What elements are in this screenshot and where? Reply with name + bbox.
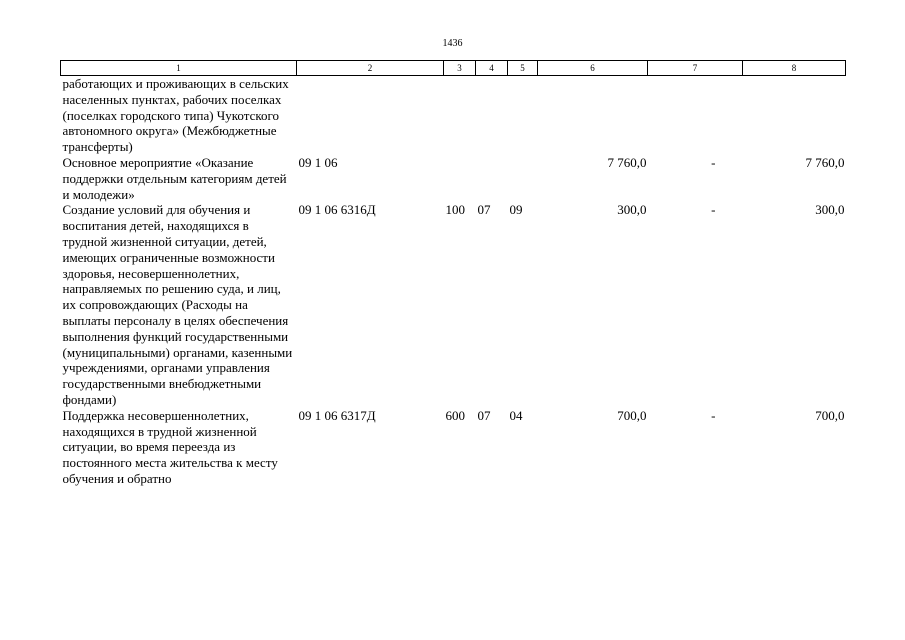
row-code: 09 1 06 6317Д (298, 407, 376, 423)
row-col3 (444, 76, 476, 155)
column-header-5: 5 (508, 61, 538, 76)
row-col7 (648, 76, 743, 155)
row-col8 (743, 76, 846, 155)
row-code (297, 76, 444, 155)
row-col4 (476, 76, 508, 155)
row-col6: 7 760,0 (607, 154, 647, 170)
row-col5 (508, 76, 538, 155)
row-code: 09 1 06 (298, 154, 338, 170)
row-col8: 700,0 (815, 407, 845, 423)
row-description: Поддержка несовершеннолетних, находящихся в трудной жизненной ситуации, во время переезда из постоянного места жительства к месту обучения и обратно (62, 407, 278, 486)
column-header-7: 7 (648, 61, 743, 76)
row-col4: 07 (477, 407, 491, 423)
column-header-6: 6 (538, 61, 648, 76)
row-col6: 300,0 (617, 202, 647, 218)
row-col7: - (711, 202, 716, 218)
row-col8: 7 760,0 (805, 154, 845, 170)
row-description: работающих и проживающих в сельских населенных пунктах, рабочих поселках (поселках городского типа) Чукотского автономного округа» (Межбюджетные трансферты) (62, 76, 289, 155)
row-col3 (444, 155, 476, 202)
table-row (61, 76, 846, 155)
row-col5: 04 (509, 407, 523, 423)
row-col4: 07 (477, 202, 491, 218)
column-header-3: 3 (444, 61, 476, 76)
row-col5: 09 (509, 202, 523, 218)
table-row (61, 202, 846, 407)
row-col3: 600 (445, 407, 465, 423)
column-header-4: 4 (476, 61, 508, 76)
table-header-row (61, 61, 846, 76)
column-header-2: 2 (297, 61, 444, 76)
row-col4 (476, 155, 508, 202)
column-header-1: 1 (61, 61, 297, 76)
table-row (61, 155, 846, 202)
row-code: 09 1 06 6316Д (298, 202, 376, 218)
row-col8: 300,0 (815, 202, 845, 218)
row-col6 (538, 76, 648, 155)
budget-table (60, 60, 846, 487)
row-col3: 100 (445, 202, 465, 218)
column-header-8: 8 (743, 61, 846, 76)
table-row (61, 408, 846, 487)
row-description: Основное мероприятие «Оказание поддержки отдельным категориям детей и молодежи» (62, 154, 287, 202)
row-description: Создание условий для обучения и воспитания детей, находящихся в трудной жизненной ситуации, детей, имеющих ограниченные возможности здоровья, несовершеннолетних, направляемых по решению суда, и лиц, их сопровождающих (Расходы на выплаты персоналу в целях обеспечения выполнения функций государственными (муниципальными) органами, казенными учреждениями, органами управления государственными внебюджетными фондами) (62, 202, 293, 407)
row-col7: - (711, 154, 716, 170)
row-col6: 700,0 (617, 407, 647, 423)
page-number: 1436 (442, 38, 463, 49)
row-col5 (508, 155, 538, 202)
row-col7: - (711, 407, 716, 423)
